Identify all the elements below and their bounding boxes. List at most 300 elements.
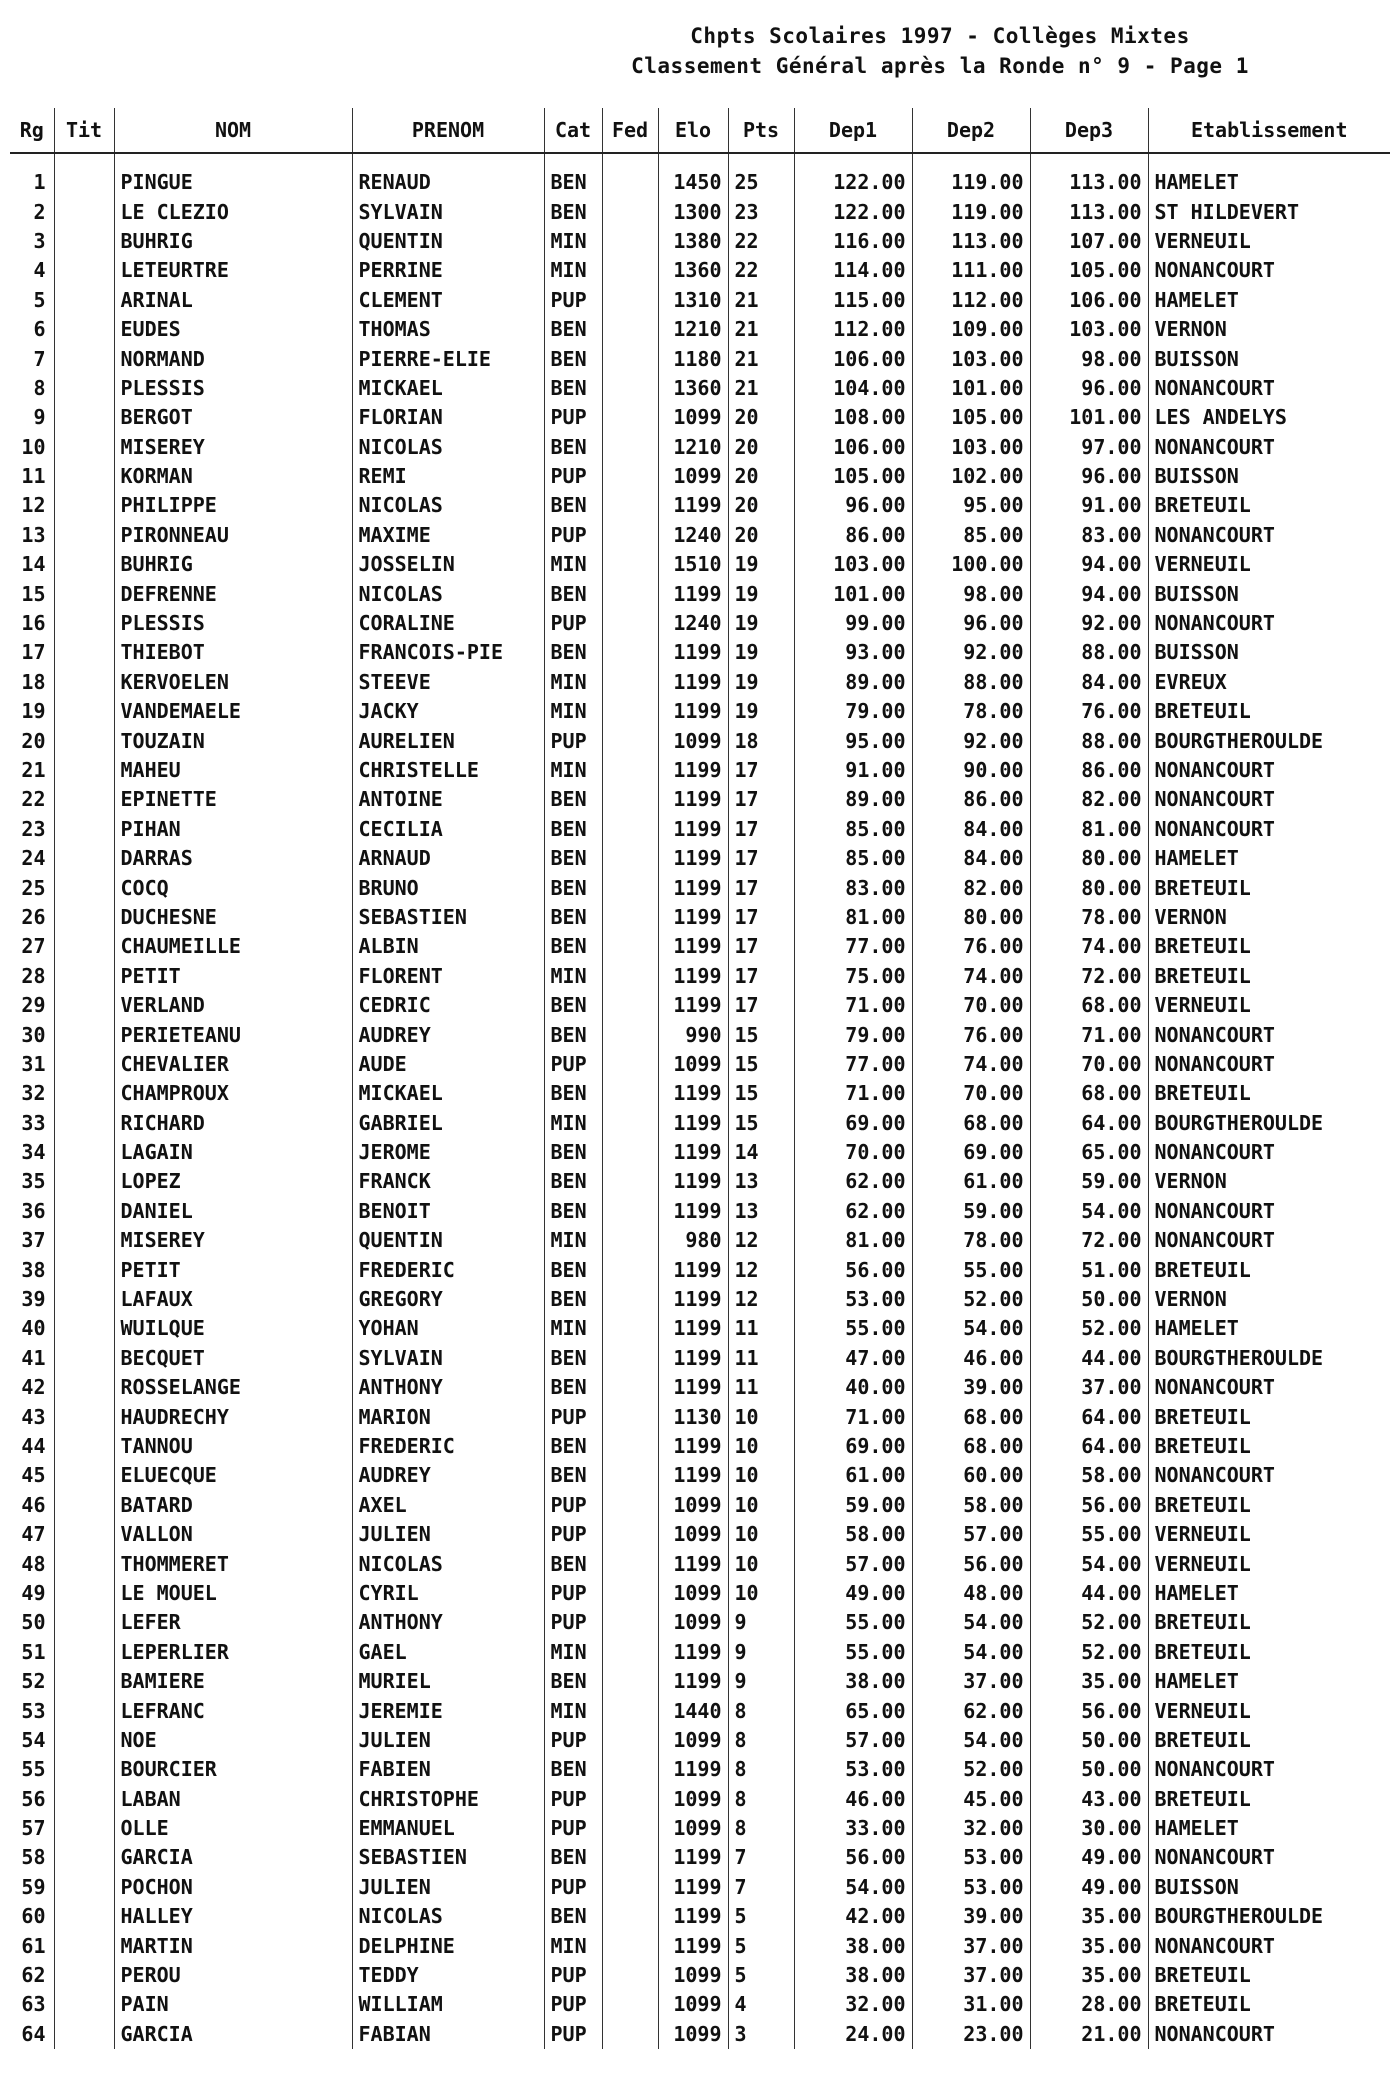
- cell-federation: [602, 1167, 658, 1196]
- cell-title: [54, 1608, 114, 1637]
- cell-dep3: 52.00: [1030, 1608, 1148, 1637]
- cell-points: 14: [728, 1138, 794, 1167]
- cell-dep3: 97.00: [1030, 433, 1148, 462]
- cell-dep3: 58.00: [1030, 1461, 1148, 1490]
- cell-dep1: 56.00: [794, 1843, 912, 1872]
- column-header-dep1: Dep1: [794, 108, 912, 153]
- cell-federation: [602, 844, 658, 873]
- cell-dep1: 40.00: [794, 1373, 912, 1402]
- cell-title: [54, 344, 114, 373]
- cell-elo: 1240: [658, 521, 728, 550]
- column-header-prenom: PRENOM: [352, 108, 544, 153]
- cell-dep1: 70.00: [794, 1138, 912, 1167]
- cell-title: [54, 1520, 114, 1549]
- table-row: [10, 1050, 1390, 1079]
- cell-federation: [602, 962, 658, 991]
- cell-school: VERNEUIL: [1148, 991, 1390, 1020]
- cell-rank: 37: [21, 1228, 46, 1253]
- cell-first-name: STEEVE: [352, 668, 544, 697]
- cell-points: 20: [728, 403, 794, 432]
- cell-first-name: MICKAEL: [352, 1079, 544, 1108]
- cell-elo: 1199: [658, 1667, 728, 1696]
- cell-category: PUP: [544, 1050, 602, 1079]
- cell-dep3: 64.00: [1030, 1402, 1148, 1431]
- cell-federation: [602, 1784, 658, 1813]
- cell-title: [54, 1902, 114, 1931]
- cell-school: BOURGTHEROULDE: [1148, 1902, 1390, 1931]
- cell-dep1: 93.00: [794, 638, 912, 667]
- cell-dep2: 54.00: [912, 1638, 1030, 1667]
- table-row: [10, 1314, 1390, 1343]
- cell-first-name: ALBIN: [352, 932, 544, 961]
- cell-category: PUP: [544, 726, 602, 755]
- cell-dep1: 106.00: [794, 344, 912, 373]
- cell-dep3: 78.00: [1030, 903, 1148, 932]
- cell-dep3: 49.00: [1030, 1873, 1148, 1902]
- cell-school: NONANCOURT: [1148, 1050, 1390, 1079]
- cell-last-name: GARCIA: [114, 1843, 352, 1872]
- cell-last-name: NORMAND: [114, 344, 352, 373]
- cell-dep1: 116.00: [794, 227, 912, 256]
- cell-first-name: FREDERIC: [352, 1255, 544, 1284]
- cell-first-name: CYRIL: [352, 1579, 544, 1608]
- table-row: [10, 1843, 1390, 1872]
- cell-elo: 1199: [658, 1314, 728, 1343]
- cell-first-name: GREGORY: [352, 1285, 544, 1314]
- table-row: [10, 1020, 1390, 1049]
- cell-last-name: HALLEY: [114, 1902, 352, 1931]
- cell-points: 11: [728, 1373, 794, 1402]
- cell-first-name: CHRISTELLE: [352, 756, 544, 785]
- spacer-cell: [352, 153, 544, 168]
- cell-dep2: 39.00: [912, 1902, 1030, 1931]
- cell-last-name: BOURCIER: [114, 1755, 352, 1784]
- cell-last-name: VALLON: [114, 1520, 352, 1549]
- cell-title: [54, 785, 114, 814]
- cell-dep3: 88.00: [1030, 638, 1148, 667]
- cell-rank: 62: [21, 1963, 46, 1988]
- table-body: [10, 153, 1390, 2049]
- cell-federation: [602, 815, 658, 844]
- table-row: [10, 638, 1390, 667]
- cell-elo: 1199: [658, 1931, 728, 1960]
- cell-last-name: TOUZAIN: [114, 726, 352, 755]
- cell-elo: 1199: [658, 1109, 728, 1138]
- cell-title: [54, 197, 114, 226]
- cell-dep3: 113.00: [1030, 168, 1148, 197]
- cell-first-name: JULIEN: [352, 1873, 544, 1902]
- cell-dep2: 101.00: [912, 374, 1030, 403]
- cell-dep1: 91.00: [794, 756, 912, 785]
- cell-elo: 1199: [658, 903, 728, 932]
- cell-points: 17: [728, 756, 794, 785]
- cell-federation: [602, 521, 658, 550]
- cell-elo: 1099: [658, 1608, 728, 1637]
- cell-federation: [602, 932, 658, 961]
- cell-rank: 7: [33, 346, 46, 371]
- cell-dep3: 55.00: [1030, 1520, 1148, 1549]
- cell-federation: [602, 1255, 658, 1284]
- cell-federation: [602, 462, 658, 491]
- cell-category: BEN: [544, 168, 602, 197]
- cell-federation: [602, 1667, 658, 1696]
- cell-rank: 35: [21, 1169, 46, 1194]
- cell-dep1: 69.00: [794, 1109, 912, 1138]
- cell-dep1: 38.00: [794, 1931, 912, 1960]
- cell-title: [54, 1402, 114, 1431]
- cell-dep2: 54.00: [912, 1314, 1030, 1343]
- cell-dep1: 53.00: [794, 1285, 912, 1314]
- cell-elo: 1199: [658, 1638, 728, 1667]
- table-row: [10, 2020, 1390, 2049]
- cell-dep2: 46.00: [912, 1344, 1030, 1373]
- cell-rank: 23: [21, 816, 46, 841]
- cell-points: 7: [728, 1873, 794, 1902]
- table-row: [10, 1931, 1390, 1960]
- cell-school: LES ANDELYS: [1148, 403, 1390, 432]
- cell-last-name: MARTIN: [114, 1931, 352, 1960]
- cell-dep3: 80.00: [1030, 873, 1148, 902]
- cell-elo: 1099: [658, 1050, 728, 1079]
- cell-elo: 1300: [658, 197, 728, 226]
- cell-school: BRETEUIL: [1148, 1432, 1390, 1461]
- cell-points: 17: [728, 962, 794, 991]
- cell-school: NONANCOURT: [1148, 609, 1390, 638]
- cell-dep1: 108.00: [794, 403, 912, 432]
- table-row: [10, 785, 1390, 814]
- table-row: [10, 1197, 1390, 1226]
- cell-rank: 19: [21, 699, 46, 724]
- cell-federation: [602, 286, 658, 315]
- cell-dep2: 74.00: [912, 962, 1030, 991]
- column-header-dep3: Dep3: [1030, 108, 1148, 153]
- cell-dep2: 53.00: [912, 1873, 1030, 1902]
- cell-school: NONANCOURT: [1148, 1020, 1390, 1049]
- cell-school: VERNON: [1148, 1167, 1390, 1196]
- cell-first-name: GAEL: [352, 1638, 544, 1667]
- cell-title: [54, 1990, 114, 2019]
- cell-title: [54, 1638, 114, 1667]
- table-row: [10, 286, 1390, 315]
- cell-rank: 56: [21, 1786, 46, 1811]
- cell-points: 13: [728, 1197, 794, 1226]
- cell-federation: [602, 1755, 658, 1784]
- cell-dep1: 96.00: [794, 491, 912, 520]
- cell-dep1: 85.00: [794, 815, 912, 844]
- cell-points: 22: [728, 227, 794, 256]
- cell-dep3: 103.00: [1030, 315, 1148, 344]
- cell-first-name: CHRISTOPHE: [352, 1784, 544, 1813]
- cell-dep2: 103.00: [912, 344, 1030, 373]
- cell-first-name: FABIAN: [352, 2020, 544, 2049]
- cell-category: BEN: [544, 1461, 602, 1490]
- cell-school: VERNEUIL: [1148, 1696, 1390, 1725]
- table-row: [10, 1873, 1390, 1902]
- cell-dep3: 35.00: [1030, 1931, 1148, 1960]
- cell-school: BRETEUIL: [1148, 962, 1390, 991]
- cell-elo: 1199: [658, 1373, 728, 1402]
- cell-elo: 1360: [658, 374, 728, 403]
- cell-dep2: 96.00: [912, 609, 1030, 638]
- cell-title: [54, 815, 114, 844]
- cell-dep2: 68.00: [912, 1432, 1030, 1461]
- cell-dep2: 78.00: [912, 697, 1030, 726]
- cell-dep1: 69.00: [794, 1432, 912, 1461]
- table-row: [10, 815, 1390, 844]
- cell-elo: 1199: [658, 668, 728, 697]
- cell-dep3: 51.00: [1030, 1255, 1148, 1284]
- cell-title: [54, 1726, 114, 1755]
- cell-last-name: LE MOUEL: [114, 1579, 352, 1608]
- cell-dep1: 46.00: [794, 1784, 912, 1813]
- cell-dep1: 58.00: [794, 1520, 912, 1549]
- cell-dep2: 59.00: [912, 1197, 1030, 1226]
- cell-school: VERNEUIL: [1148, 1549, 1390, 1578]
- column-header-rg: Rg: [10, 108, 54, 153]
- cell-points: 11: [728, 1314, 794, 1343]
- cell-category: BEN: [544, 844, 602, 873]
- cell-elo: 1099: [658, 1990, 728, 2019]
- cell-title: [54, 1167, 114, 1196]
- cell-points: 10: [728, 1579, 794, 1608]
- cell-last-name: RICHARD: [114, 1109, 352, 1138]
- cell-category: BEN: [544, 873, 602, 902]
- cell-federation: [602, 1314, 658, 1343]
- cell-title: [54, 1226, 114, 1255]
- cell-title: [54, 1314, 114, 1343]
- cell-rank: 15: [21, 581, 46, 606]
- cell-rank: 31: [21, 1051, 46, 1076]
- cell-first-name: SYLVAIN: [352, 1344, 544, 1373]
- cell-first-name: SEBASTIEN: [352, 903, 544, 932]
- cell-title: [54, 315, 114, 344]
- cell-last-name: VANDEMAELE: [114, 697, 352, 726]
- cell-dep1: 71.00: [794, 1079, 912, 1108]
- table-row: [10, 1432, 1390, 1461]
- cell-dep1: 55.00: [794, 1608, 912, 1637]
- table-row: [10, 1167, 1390, 1196]
- cell-school: BRETEUIL: [1148, 1638, 1390, 1667]
- cell-first-name: AURELIEN: [352, 726, 544, 755]
- cell-federation: [602, 1931, 658, 1960]
- cell-points: 25: [728, 168, 794, 197]
- cell-elo: 1130: [658, 1402, 728, 1431]
- table-row: [10, 256, 1390, 285]
- cell-dep2: 92.00: [912, 638, 1030, 667]
- column-header-cat: Cat: [544, 108, 602, 153]
- cell-category: MIN: [544, 1696, 602, 1725]
- cell-federation: [602, 1696, 658, 1725]
- cell-federation: [602, 579, 658, 608]
- cell-dep1: 38.00: [794, 1961, 912, 1990]
- cell-points: 19: [728, 697, 794, 726]
- cell-last-name: LABAN: [114, 1784, 352, 1813]
- cell-last-name: HAUDRECHY: [114, 1402, 352, 1431]
- cell-federation: [602, 1608, 658, 1637]
- cell-points: 5: [728, 1902, 794, 1931]
- cell-federation: [602, 227, 658, 256]
- cell-elo: 1199: [658, 1461, 728, 1490]
- cell-title: [54, 932, 114, 961]
- cell-federation: [602, 1079, 658, 1108]
- cell-federation: [602, 403, 658, 432]
- cell-school: BRETEUIL: [1148, 873, 1390, 902]
- cell-dep3: 82.00: [1030, 785, 1148, 814]
- cell-dep2: 109.00: [912, 315, 1030, 344]
- cell-federation: [602, 1344, 658, 1373]
- cell-title: [54, 550, 114, 579]
- cell-dep1: 62.00: [794, 1197, 912, 1226]
- cell-school: NONANCOURT: [1148, 1138, 1390, 1167]
- table-row: [10, 1255, 1390, 1284]
- cell-dep3: 92.00: [1030, 609, 1148, 638]
- table-row: [10, 1696, 1390, 1725]
- cell-rank: 36: [21, 1198, 46, 1223]
- cell-points: 15: [728, 1109, 794, 1138]
- cell-dep2: 80.00: [912, 903, 1030, 932]
- cell-dep1: 105.00: [794, 462, 912, 491]
- cell-dep2: 56.00: [912, 1549, 1030, 1578]
- cell-elo: 1199: [658, 1138, 728, 1167]
- cell-rank: 28: [21, 963, 46, 988]
- cell-dep2: 88.00: [912, 668, 1030, 697]
- cell-school: BRETEUIL: [1148, 1079, 1390, 1108]
- cell-dep1: 47.00: [794, 1344, 912, 1373]
- cell-first-name: DELPHINE: [352, 1931, 544, 1960]
- cell-federation: [602, 1491, 658, 1520]
- cell-dep1: 54.00: [794, 1873, 912, 1902]
- cell-dep3: 74.00: [1030, 932, 1148, 961]
- cell-school: BUISSON: [1148, 344, 1390, 373]
- cell-category: BEN: [544, 197, 602, 226]
- cell-category: BEN: [544, 374, 602, 403]
- cell-dep3: 43.00: [1030, 1784, 1148, 1813]
- cell-dep2: 111.00: [912, 256, 1030, 285]
- table-row: [10, 168, 1390, 197]
- cell-last-name: ELUECQUE: [114, 1461, 352, 1490]
- cell-dep3: 50.00: [1030, 1755, 1148, 1784]
- cell-last-name: PEROU: [114, 1961, 352, 1990]
- table-row: [10, 374, 1390, 403]
- cell-dep2: 103.00: [912, 433, 1030, 462]
- cell-last-name: EPINETTE: [114, 785, 352, 814]
- cell-title: [54, 609, 114, 638]
- spacer-cell: [1030, 153, 1148, 168]
- table-row: [10, 903, 1390, 932]
- cell-federation: [602, 903, 658, 932]
- cell-rank: 47: [21, 1522, 46, 1547]
- cell-rank: 27: [21, 934, 46, 959]
- cell-elo: 1199: [658, 697, 728, 726]
- cell-school: NONANCOURT: [1148, 815, 1390, 844]
- cell-last-name: KORMAN: [114, 462, 352, 491]
- cell-dep2: 98.00: [912, 579, 1030, 608]
- cell-first-name: SEBASTIEN: [352, 1843, 544, 1872]
- column-header-dep2: Dep2: [912, 108, 1030, 153]
- cell-last-name: PERIETEANU: [114, 1020, 352, 1049]
- cell-last-name: PLESSIS: [114, 609, 352, 638]
- cell-school: HAMELET: [1148, 168, 1390, 197]
- cell-elo: 1240: [658, 609, 728, 638]
- cell-last-name: GARCIA: [114, 2020, 352, 2049]
- cell-elo: 1199: [658, 1285, 728, 1314]
- cell-federation: [602, 1109, 658, 1138]
- cell-dep2: 48.00: [912, 1579, 1030, 1608]
- cell-dep1: 89.00: [794, 785, 912, 814]
- cell-rank: 16: [21, 611, 46, 636]
- cell-federation: [602, 1432, 658, 1461]
- cell-dep2: 53.00: [912, 1843, 1030, 1872]
- cell-points: 9: [728, 1667, 794, 1696]
- cell-dep1: 83.00: [794, 873, 912, 902]
- cell-dep2: 52.00: [912, 1755, 1030, 1784]
- cell-elo: 1199: [658, 844, 728, 873]
- cell-category: MIN: [544, 1314, 602, 1343]
- table-row: [10, 962, 1390, 991]
- cell-elo: 1510: [658, 550, 728, 579]
- cell-points: 19: [728, 550, 794, 579]
- cell-last-name: PETIT: [114, 1255, 352, 1284]
- cell-dep2: 82.00: [912, 873, 1030, 902]
- cell-elo: 1199: [658, 1755, 728, 1784]
- cell-rank: 34: [21, 1140, 46, 1165]
- cell-federation: [602, 2020, 658, 2049]
- cell-points: 9: [728, 1608, 794, 1637]
- cell-last-name: BERGOT: [114, 403, 352, 432]
- cell-elo: 1210: [658, 315, 728, 344]
- cell-category: BEN: [544, 579, 602, 608]
- cell-last-name: BECQUET: [114, 1344, 352, 1373]
- cell-elo: 1199: [658, 1255, 728, 1284]
- cell-dep3: 59.00: [1030, 1167, 1148, 1196]
- table-row: [10, 1079, 1390, 1108]
- cell-dep2: 39.00: [912, 1373, 1030, 1402]
- cell-first-name: WILLIAM: [352, 1990, 544, 2019]
- cell-category: BEN: [544, 991, 602, 1020]
- cell-title: [54, 844, 114, 873]
- column-header-elo: Elo: [658, 108, 728, 153]
- cell-dep2: 69.00: [912, 1138, 1030, 1167]
- cell-dep2: 68.00: [912, 1109, 1030, 1138]
- cell-rank: 53: [21, 1698, 46, 1723]
- cell-category: BEN: [544, 903, 602, 932]
- cell-school: BOURGTHEROULDE: [1148, 1109, 1390, 1138]
- cell-points: 20: [728, 491, 794, 520]
- cell-category: BEN: [544, 1373, 602, 1402]
- cell-dep3: 107.00: [1030, 227, 1148, 256]
- cell-title: [54, 962, 114, 991]
- cell-points: 8: [728, 1696, 794, 1725]
- cell-dep3: 50.00: [1030, 1726, 1148, 1755]
- cell-category: PUP: [544, 462, 602, 491]
- cell-school: VERNON: [1148, 903, 1390, 932]
- cell-dep3: 91.00: [1030, 491, 1148, 520]
- cell-rank: 1: [33, 170, 46, 195]
- cell-federation: [602, 168, 658, 197]
- cell-elo: 1199: [658, 815, 728, 844]
- cell-points: 5: [728, 1931, 794, 1960]
- cell-elo: 1199: [658, 1549, 728, 1578]
- cell-dep1: 99.00: [794, 609, 912, 638]
- table-row: [10, 1344, 1390, 1373]
- cell-category: PUP: [544, 1491, 602, 1520]
- cell-dep2: 76.00: [912, 932, 1030, 961]
- cell-first-name: AUDE: [352, 1050, 544, 1079]
- cell-dep3: 94.00: [1030, 579, 1148, 608]
- cell-title: [54, 873, 114, 902]
- cell-federation: [602, 1843, 658, 1872]
- cell-school: BRETEUIL: [1148, 1491, 1390, 1520]
